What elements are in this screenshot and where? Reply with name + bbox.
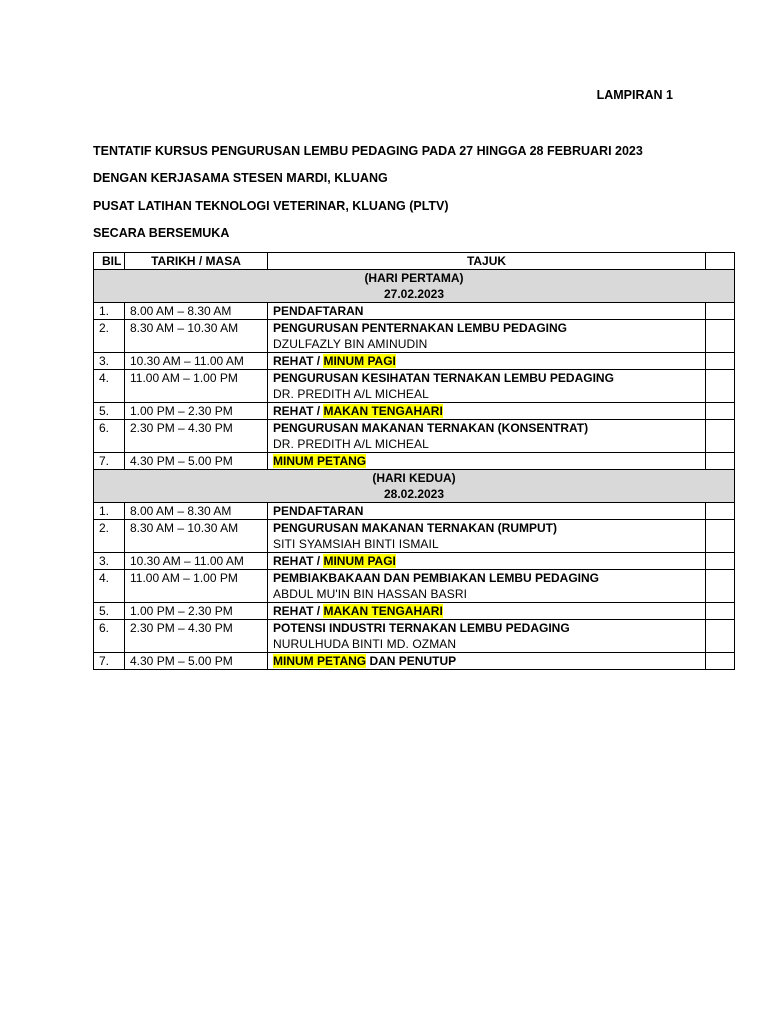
- table-row: [94, 520, 735, 553]
- row-topic: [268, 620, 706, 653]
- row-number: 4.: [94, 370, 125, 403]
- topic-title-plain: REHAT /: [273, 554, 324, 568]
- collaboration-line: DENGAN KERJASAMA STESEN MARDI, KLUANG: [93, 171, 388, 185]
- row-extra: [706, 370, 735, 403]
- topic-title: PENDAFTARAN: [273, 504, 364, 518]
- row-number: 6.: [94, 620, 125, 653]
- row-time: 4.30 PM – 5.00 PM: [125, 653, 268, 670]
- row-number: 5.: [94, 603, 125, 620]
- row-extra: [706, 570, 735, 603]
- topic-title: PENGURUSAN KESIHATAN TERNAKAN LEMBU PEDAGING: [273, 371, 614, 385]
- row-time: 1.00 PM – 2.30 PM: [125, 403, 268, 420]
- table-row: [94, 653, 735, 670]
- topic-title-highlight: MINUM PAGI: [323, 354, 396, 368]
- row-extra: [706, 303, 735, 320]
- day-date: 28.02.2023: [383, 487, 445, 501]
- table-row: [94, 503, 735, 520]
- table-row: [94, 420, 735, 453]
- speaker-name: DR. PREDITH A/L MICHEAL: [273, 387, 429, 401]
- row-extra: [706, 503, 735, 520]
- row-number: 3.: [94, 353, 125, 370]
- row-extra: [706, 403, 735, 420]
- row-topic: [268, 453, 706, 470]
- topic-title: [273, 453, 700, 469]
- speaker-name: DR. PREDITH A/L MICHEAL: [273, 437, 429, 451]
- header-time: TARIKH / MASA: [125, 253, 268, 270]
- topic-title: PENGURUSAN MAKANAN TERNAKAN (RUMPUT): [273, 521, 557, 535]
- row-number: 1.: [94, 503, 125, 520]
- mode-line: SECARA BERSEMUKA: [93, 226, 230, 240]
- row-topic: [268, 570, 706, 603]
- topic-title: PENGURUSAN MAKANAN TERNAKAN (KONSENTRAT): [273, 421, 589, 435]
- topic-title-highlight: MINUM PAGI: [323, 554, 396, 568]
- row-extra: [706, 453, 735, 470]
- schedule-body: [94, 270, 735, 670]
- row-number: 2.: [94, 320, 125, 353]
- row-extra: [706, 520, 735, 553]
- row-number: 7.: [94, 453, 125, 470]
- row-topic: [268, 320, 706, 353]
- topic-title: PENGURUSAN PENTERNAKAN LEMBU PEDAGING: [273, 321, 568, 335]
- appendix-label: LAMPIRAN 1: [596, 88, 673, 102]
- speaker-name: NURULHUDA BINTI MD. OZMAN: [273, 637, 457, 651]
- row-extra: [706, 620, 735, 653]
- table-header-row: [94, 253, 735, 270]
- row-topic: [268, 520, 706, 553]
- row-extra: [706, 420, 735, 453]
- header-extra: [706, 253, 735, 270]
- row-number: 5.: [94, 403, 125, 420]
- topic-title-highlight: MAKAN TENGAHARI: [323, 404, 443, 418]
- topic-title: [273, 553, 700, 569]
- row-topic: [268, 403, 706, 420]
- header-topic: TAJUK: [268, 253, 706, 270]
- table-row: [94, 320, 735, 353]
- row-extra: [706, 353, 735, 370]
- row-extra: [706, 603, 735, 620]
- day-header-row: [94, 270, 735, 303]
- row-extra: [706, 553, 735, 570]
- topic-title-highlight: MINUM PETANG: [273, 654, 367, 668]
- row-time: 8.30 AM – 10.30 AM: [125, 320, 268, 353]
- topic-title-highlight: MAKAN TENGAHARI: [323, 604, 443, 618]
- table-row: [94, 553, 735, 570]
- row-topic: [268, 353, 706, 370]
- row-time: 8.00 AM – 8.30 AM: [125, 303, 268, 320]
- day-label: (HARI PERTAMA): [364, 271, 464, 285]
- day-label: (HARI KEDUA): [372, 471, 456, 485]
- table-row: [94, 370, 735, 403]
- topic-title-suffix: DAN PENUTUP: [366, 654, 457, 668]
- header-bil: BIL: [94, 253, 125, 270]
- schedule-table: [93, 252, 735, 670]
- row-time: 10.30 AM – 11.00 AM: [125, 353, 268, 370]
- course-title: TENTATIF KURSUS PENGURUSAN LEMBU PEDAGING PADA 27 HINGGA 28 FEBRUARI 2023: [93, 144, 643, 158]
- topic-title: [273, 353, 700, 369]
- speaker-name: DZULFAZLY BIN AMINUDIN: [273, 337, 428, 351]
- table-row: [94, 570, 735, 603]
- topic-title-plain: REHAT /: [273, 404, 324, 418]
- row-time: 4.30 PM – 5.00 PM: [125, 453, 268, 470]
- table-row: [94, 403, 735, 420]
- row-time: 1.00 PM – 2.30 PM: [125, 603, 268, 620]
- speaker-name: SITI SYAMSIAH BINTI ISMAIL: [273, 537, 439, 551]
- day-header-cell: [94, 270, 735, 303]
- topic-title: [273, 653, 700, 669]
- topic-title: POTENSI INDUSTRI TERNAKAN LEMBU PEDAGING: [273, 621, 570, 635]
- row-number: 1.: [94, 303, 125, 320]
- topic-title: [273, 403, 700, 419]
- topic-title: [273, 603, 700, 619]
- row-topic: [268, 653, 706, 670]
- row-topic: [268, 503, 706, 520]
- row-time: 2.30 PM – 4.30 PM: [125, 620, 268, 653]
- table-row: [94, 353, 735, 370]
- row-number: 2.: [94, 520, 125, 553]
- topic-title: PENDAFTARAN: [273, 304, 364, 318]
- day-date: 27.02.2023: [383, 287, 445, 301]
- row-extra: [706, 653, 735, 670]
- row-number: 3.: [94, 553, 125, 570]
- table-row: [94, 453, 735, 470]
- row-topic: [268, 420, 706, 453]
- topic-title-plain: REHAT /: [273, 354, 324, 368]
- table-row: [94, 603, 735, 620]
- topic-title-highlight: MINUM PETANG: [273, 454, 367, 468]
- row-topic: [268, 370, 706, 403]
- topic-title: PEMBIAKBAKAAN DAN PEMBIAKAN LEMBU PEDAGING: [273, 571, 600, 585]
- row-time: 8.00 AM – 8.30 AM: [125, 503, 268, 520]
- table-row: [94, 303, 735, 320]
- row-extra: [706, 320, 735, 353]
- venue-line: PUSAT LATIHAN TEKNOLOGI VETERINAR, KLUANG (PLTV): [93, 199, 449, 213]
- speaker-name: ABDUL MU'IN BIN HASSAN BASRI: [273, 587, 468, 601]
- row-topic: [268, 603, 706, 620]
- row-time: 2.30 PM – 4.30 PM: [125, 420, 268, 453]
- row-time: 8.30 AM – 10.30 AM: [125, 520, 268, 553]
- row-topic: [268, 553, 706, 570]
- row-number: 4.: [94, 570, 125, 603]
- row-topic: [268, 303, 706, 320]
- row-time: 11.00 AM – 1.00 PM: [125, 570, 268, 603]
- topic-title-plain: REHAT /: [273, 604, 324, 618]
- row-time: 11.00 AM – 1.00 PM: [125, 370, 268, 403]
- day-header-cell: [94, 470, 735, 503]
- row-time: 10.30 AM – 11.00 AM: [125, 553, 268, 570]
- table-row: [94, 620, 735, 653]
- row-number: 6.: [94, 420, 125, 453]
- day-header-row: [94, 470, 735, 503]
- row-number: 7.: [94, 653, 125, 670]
